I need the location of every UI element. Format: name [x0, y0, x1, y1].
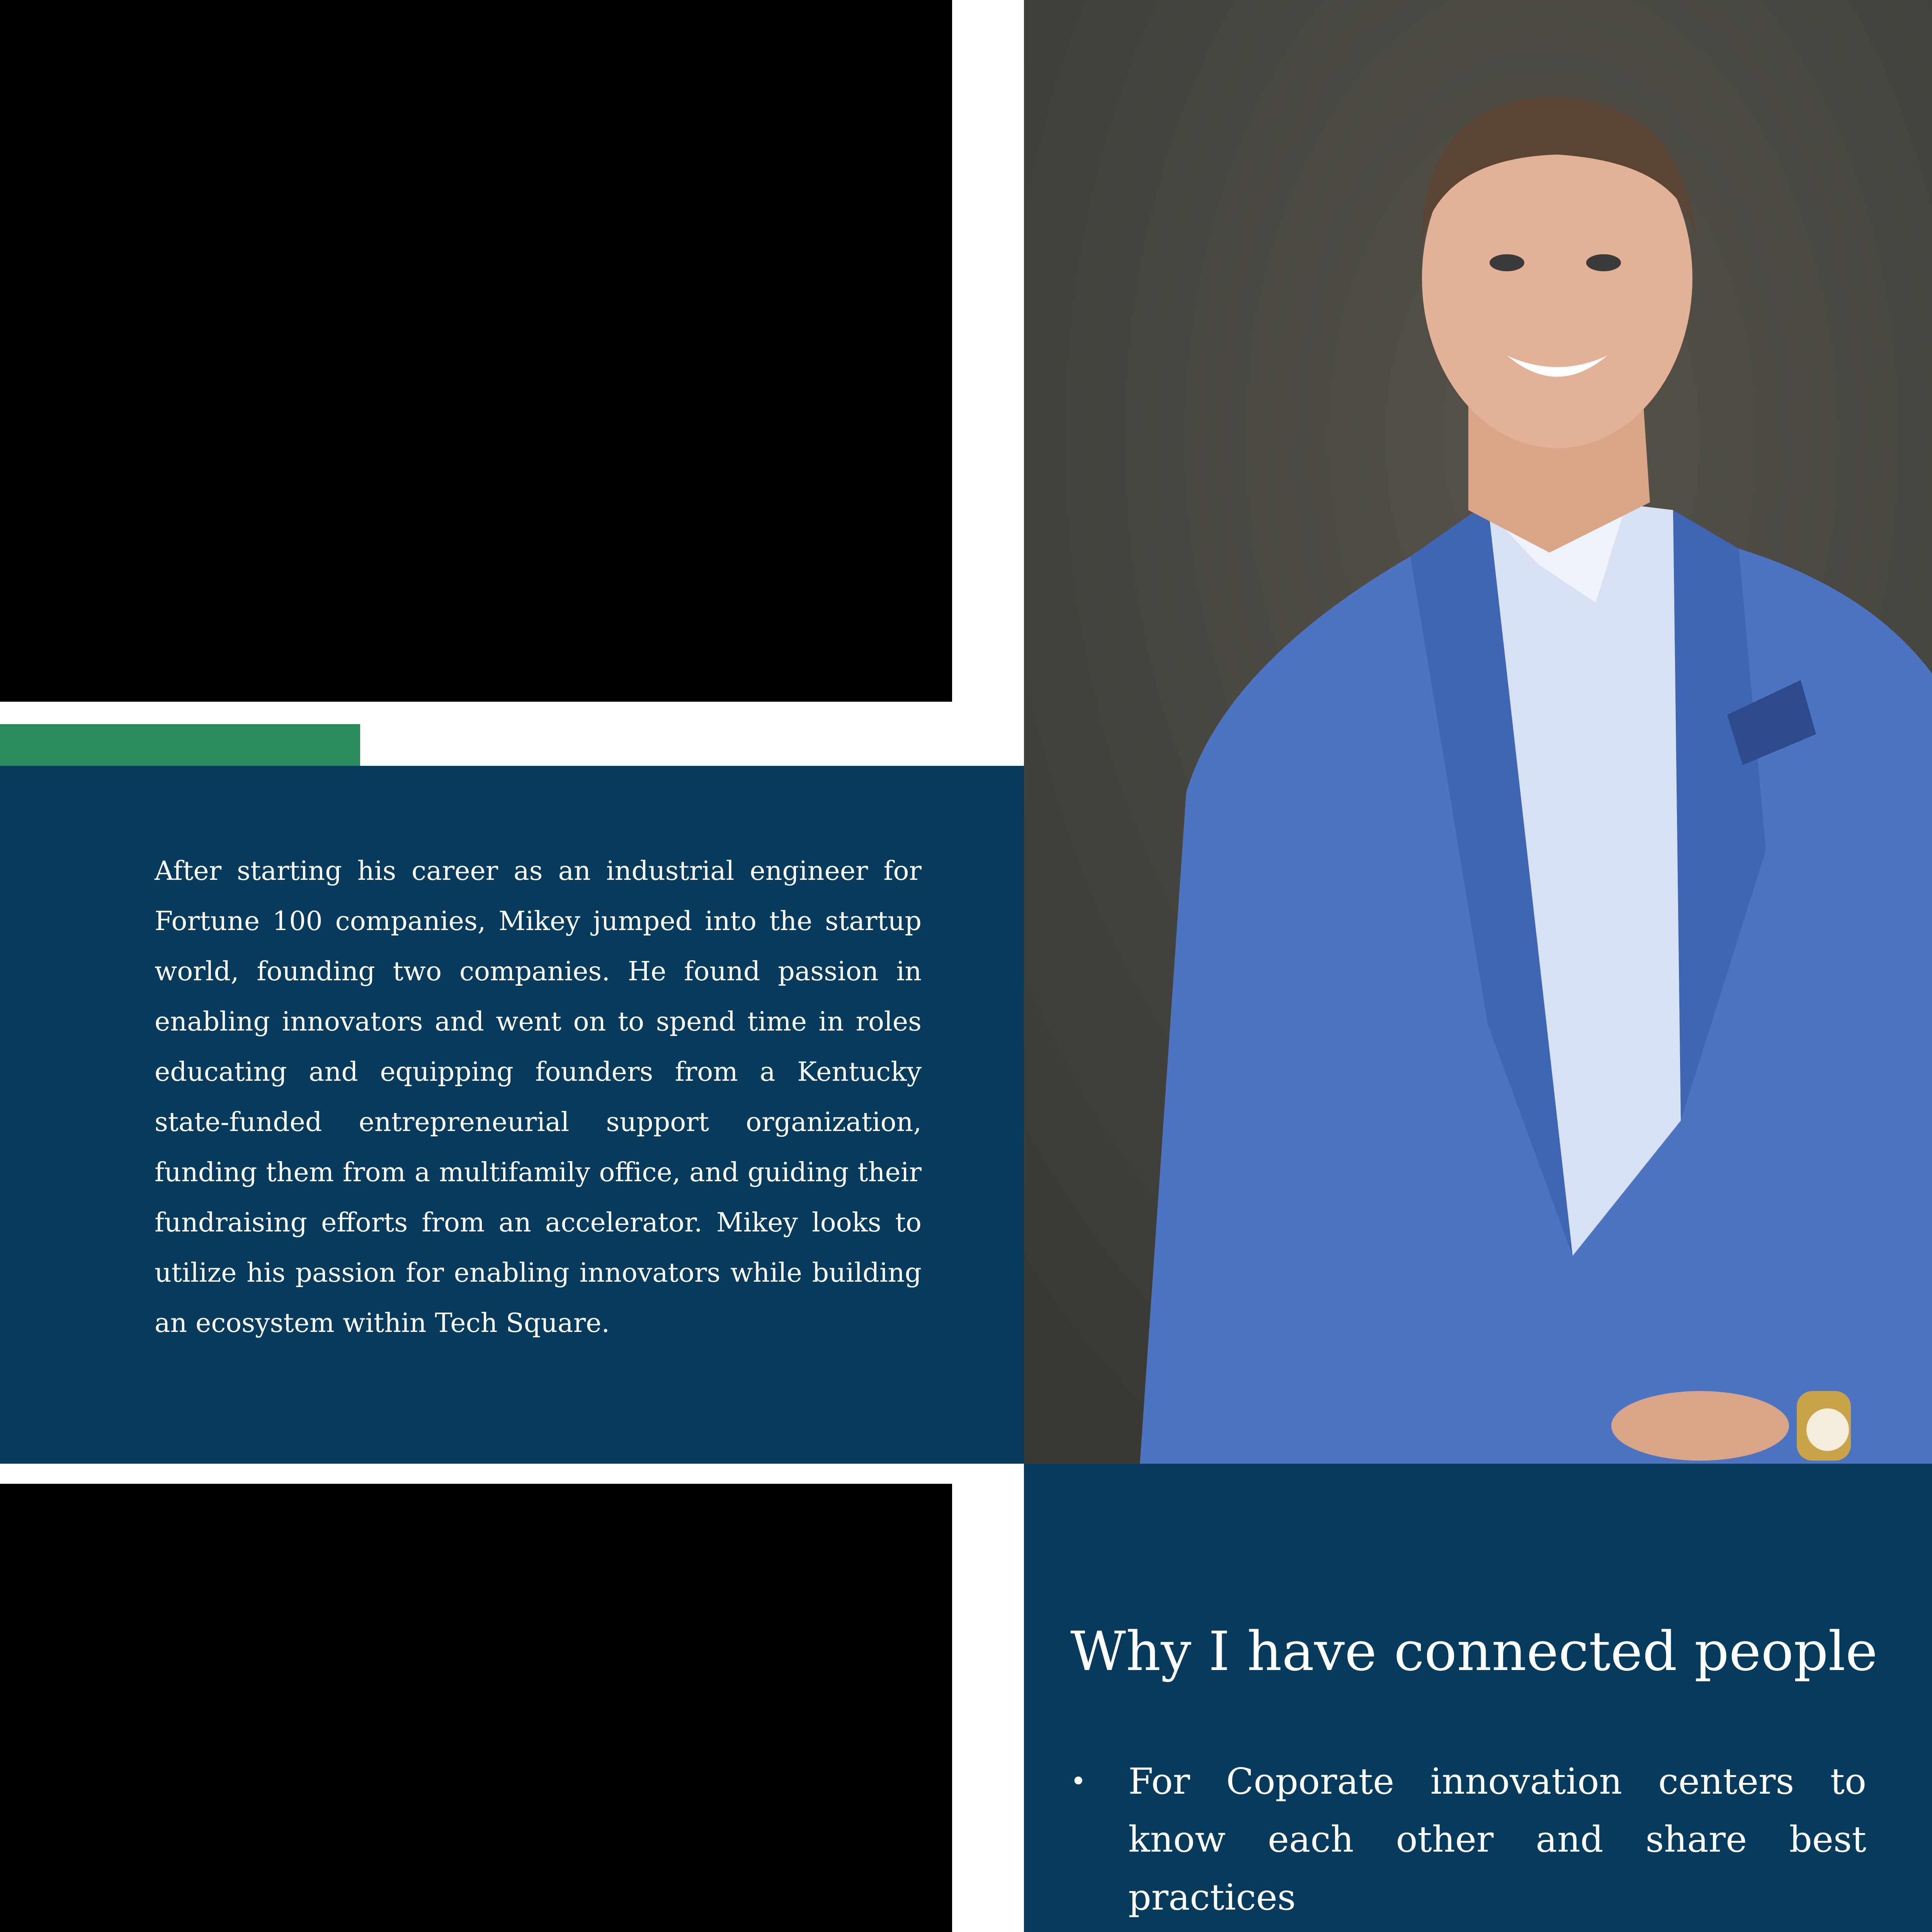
portrait-photo [1024, 0, 1932, 1464]
section-heading: Why I have connected people [1070, 1620, 1878, 1683]
black-image-placeholder-top [0, 0, 952, 702]
list-item: • For Coporate innovation centers to know each other and share best practices [1070, 1752, 1866, 1926]
portrait-illustration [1024, 0, 1932, 1464]
list-item [1070, 1926, 1866, 1932]
black-image-placeholder-bottom [0, 1484, 952, 1932]
bio-paragraph: After starting his career as an industrial engineer for Fortune 100 companies, Mikey jumped into the startup world, founding two companies. He found passion in enabling innovators and went on to spend time in roles educating and equipping founders from a Kentucky state-funded entrepreneurial support organization, funding them from a multifamily office, and guiding their fundraising efforts from an accelerator. Mikey looks to utilize his passion for enabling innovators while building an ecosystem within Tech Square. [155, 856, 922, 1338]
green-accent-bar [0, 724, 360, 766]
reasons-list [1070, 1752, 1866, 1932]
